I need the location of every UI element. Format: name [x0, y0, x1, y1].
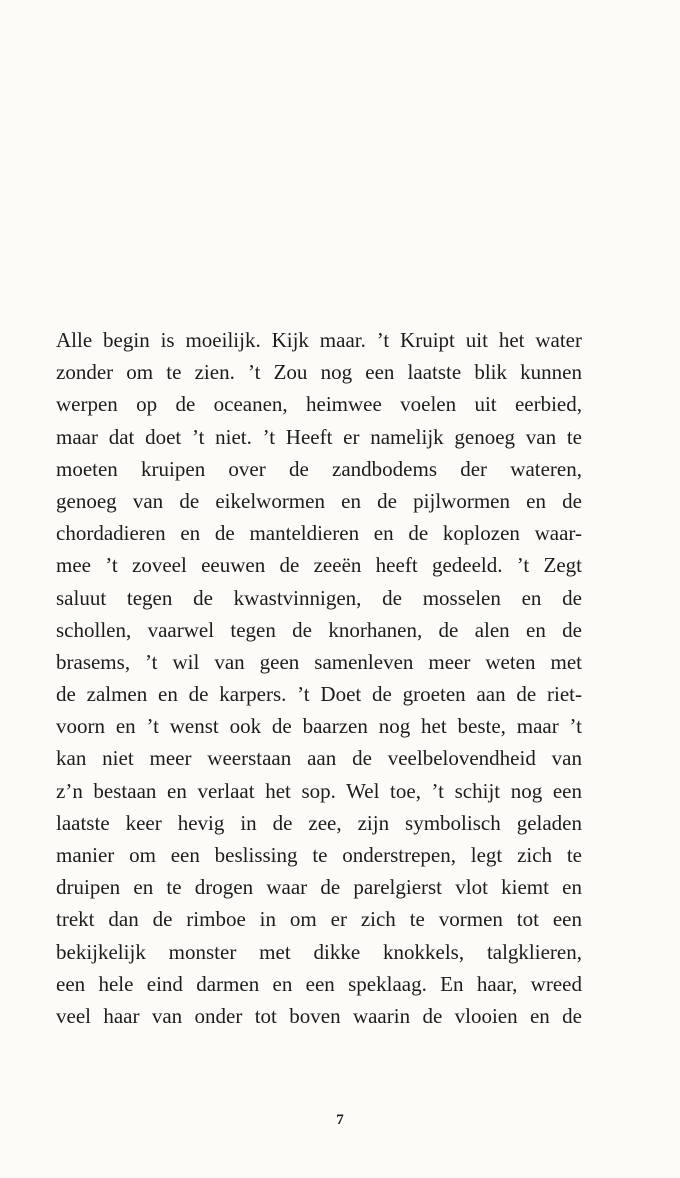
- body-text: [56, 324, 582, 1032]
- text-line: werpen op de oceanen, heimwee voelen uit eerbied,: [56, 392, 582, 417]
- text-line: bekijkelijk monster met dikke knokkels, talgklieren,: [56, 939, 582, 964]
- text-line: saluut tegen de kwastvinnigen, de mosselen en de: [56, 585, 582, 610]
- page-number: 7: [336, 1112, 344, 1128]
- text-line: brasems, ’t wil van geen samenleven meer weten met: [56, 649, 582, 674]
- text-line: mee ’t zoveel eeuwen de zeeën heeft gedeeld. ’t Zegt: [56, 553, 582, 578]
- text-line: schollen, vaarwel tegen de knorhanen, de alen en de: [56, 617, 582, 642]
- text-line: manier om een beslissing te onderstrepen, legt zich te: [56, 843, 582, 867]
- text-line: druipen en te drogen waar de parelgierst vlot kiemt en: [56, 875, 582, 900]
- text-line: chordadieren en de manteldieren en de koplozen waar-: [56, 521, 582, 546]
- text-line: trekt dan de rimboe in om er zich te vormen tot een: [56, 907, 582, 932]
- text-line: Alle begin is moeilijk. Kijk maar. ’t Kruipt uit het water: [56, 328, 582, 352]
- text-line: genoeg van de eikelwormen en de pijlwormen en de: [56, 488, 582, 513]
- text-line: zonder om te zien. ’t Zou nog een laatste blik kunnen: [56, 360, 582, 385]
- text-line: een hele eind darmen en een speklaag. En haar, wreed: [56, 971, 582, 996]
- text-line: moeten kruipen over de zandbodems der wateren,: [56, 456, 582, 481]
- text-line: laatste keer hevig in de zee, zijn symbolisch geladen: [56, 810, 582, 835]
- text-line: z’n bestaan en verlaat het sop. Wel toe, ’t schijt nog een: [56, 778, 582, 803]
- text-line: voorn en ’t wenst ook de baarzen nog het beste, maar ’t: [56, 714, 582, 739]
- text-line: kan niet meer weerstaan aan de veelbelovendheid van: [56, 746, 582, 771]
- text-line: maar dat doet ’t niet. ’t Heeft er namelijk genoeg van te: [56, 424, 582, 449]
- text-line: veel haar van onder tot boven waarin de vlooien en de: [56, 1003, 582, 1028]
- text-line: de zalmen en de karpers. ’t Doet de groeten aan de riet-: [56, 682, 582, 707]
